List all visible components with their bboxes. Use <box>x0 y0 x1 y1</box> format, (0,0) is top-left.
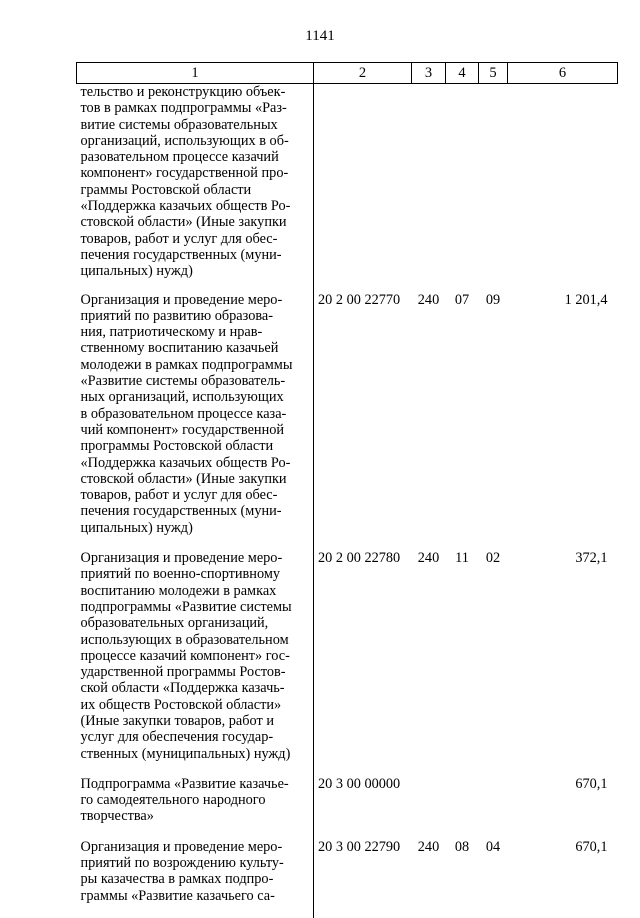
column-header-3: 3 <box>412 63 446 84</box>
expense-type-cell <box>412 776 446 839</box>
description-line: ципальных) нужд) <box>80 263 193 280</box>
description-line: ственному воспитанию казачьей <box>80 340 279 357</box>
description-cell <box>77 292 314 550</box>
column-header-5: 5 <box>479 63 508 84</box>
expense-type-cell: 240 <box>417 550 440 567</box>
table-row <box>77 84 618 292</box>
description-line: молодежи в рамках подпрограммы <box>80 356 293 373</box>
table-row <box>77 776 618 839</box>
description-line: тельство и реконструкцию объек- <box>80 84 286 100</box>
page-number: 1141 <box>305 28 335 44</box>
description-line: организаций, использующих в об- <box>80 132 289 149</box>
section-cell <box>446 84 479 292</box>
description-line: приятий по военно-спортивному <box>80 566 281 583</box>
description-line: ры казачества в рамках подпро- <box>80 871 274 888</box>
description-line: приятий по возрождению культу- <box>80 855 284 872</box>
target-article-cell: 20 2 00 22770 <box>318 291 401 308</box>
expense-type-cell: 240 <box>417 291 440 308</box>
table-row <box>77 292 618 550</box>
description-line: товаров, работ и услуг для обес- <box>80 230 278 247</box>
description-line: «Развитие системы образователь- <box>80 373 286 390</box>
description-line: приятий по развитию образова- <box>80 307 274 324</box>
amount-cell: 1 201,4 <box>564 291 608 308</box>
subsection-cell <box>479 776 508 839</box>
description-line: чий компонент» государственной <box>80 421 285 438</box>
description-line: программы Ростовской области <box>80 438 274 455</box>
description-cell <box>77 84 314 292</box>
target-article-cell: 20 3 00 22790 <box>318 838 401 855</box>
description-line: ципальных) нужд) <box>80 519 193 536</box>
column-header-4: 4 <box>446 63 479 84</box>
description-line: ственных (муниципальных) нужд) <box>80 745 291 762</box>
subsection-cell: 04 <box>485 838 501 855</box>
section-cell <box>446 776 479 839</box>
subsection-cell: 09 <box>485 291 501 308</box>
description-line: творчества» <box>80 808 154 825</box>
subsection-cell: 02 <box>485 550 501 567</box>
description-line: Организация и проведение меро- <box>80 291 283 308</box>
description-line: стовской области» (Иные закупки <box>80 470 287 487</box>
table-body <box>77 84 618 918</box>
budget-table <box>76 62 618 918</box>
description-line: воспитанию молодежи в рамках <box>80 582 277 599</box>
description-line: услуг для обеспечения государ- <box>80 729 274 746</box>
description-line: стовской области» (Иные закупки <box>80 214 287 231</box>
description-line: подпрограммы «Развитие системы <box>80 598 292 615</box>
section-cell: 08 <box>454 838 470 855</box>
expense-type-cell <box>412 84 446 292</box>
description-line: процессе казачий компонент» гос- <box>80 647 290 664</box>
description-line: «Поддержка казачьих обществ Ро- <box>80 454 291 471</box>
description-line: ударственной программы Ростов- <box>80 664 286 681</box>
description-line: (Иные закупки товаров, работ и <box>80 712 274 729</box>
description-line: в образовательном процессе каза- <box>80 405 287 422</box>
description-line: использующих в образовательном <box>80 631 289 648</box>
description-line: граммы Ростовской области <box>80 181 252 198</box>
description-line: го самодеятельного народного <box>80 792 266 809</box>
description-line: ния, патриотическому и нрав- <box>80 324 263 341</box>
description-line: Подпрограмма «Развитие казачье- <box>80 775 289 792</box>
expense-type-cell: 240 <box>417 838 440 855</box>
description-line: разовательном процессе казачий <box>80 149 279 166</box>
description-line: Организация и проведение меро- <box>80 838 283 855</box>
description-cell <box>77 550 314 776</box>
column-header-1: 1 <box>77 63 314 84</box>
description-line: товаров, работ и услуг для обес- <box>80 487 278 504</box>
description-line: витие системы образовательных <box>80 116 278 133</box>
description-cell <box>77 776 314 839</box>
description-line: печения государственных (муни- <box>80 246 282 263</box>
subsection-cell <box>479 84 508 292</box>
description-line: печения государственных (муни- <box>80 503 282 520</box>
description-line: Организация и проведение меро- <box>80 550 283 567</box>
description-line: компонент» государственной про- <box>80 165 289 182</box>
description-line: их обществ Ростовской области» <box>80 696 282 713</box>
amount-cell: 670,1 <box>575 838 608 855</box>
amount-cell: 670,1 <box>575 775 608 792</box>
column-header-2: 2 <box>314 63 412 84</box>
target-article-cell: 20 3 00 00000 <box>318 775 401 792</box>
description-line: тов в рамках подпрограммы «Раз- <box>80 100 287 117</box>
description-line: граммы «Развитие казачьего са- <box>80 887 275 904</box>
column-header-6: 6 <box>508 63 618 84</box>
table-header-row <box>77 63 618 84</box>
target-article-cell: 20 2 00 22780 <box>318 550 401 567</box>
description-line: ской области «Поддержка казачь- <box>80 680 285 697</box>
amount-cell <box>508 84 618 292</box>
description-line: образовательных организаций, <box>80 615 269 632</box>
description-line: ных организаций, использующих <box>80 389 284 406</box>
table-row <box>77 839 618 918</box>
section-cell: 07 <box>454 291 470 308</box>
target-article-cell <box>314 84 412 292</box>
description-line: «Поддержка казачьих обществ Ро- <box>80 198 291 215</box>
section-cell: 11 <box>455 550 469 567</box>
amount-cell: 372,1 <box>575 550 608 567</box>
description-cell <box>77 839 314 918</box>
table-row <box>77 550 618 776</box>
